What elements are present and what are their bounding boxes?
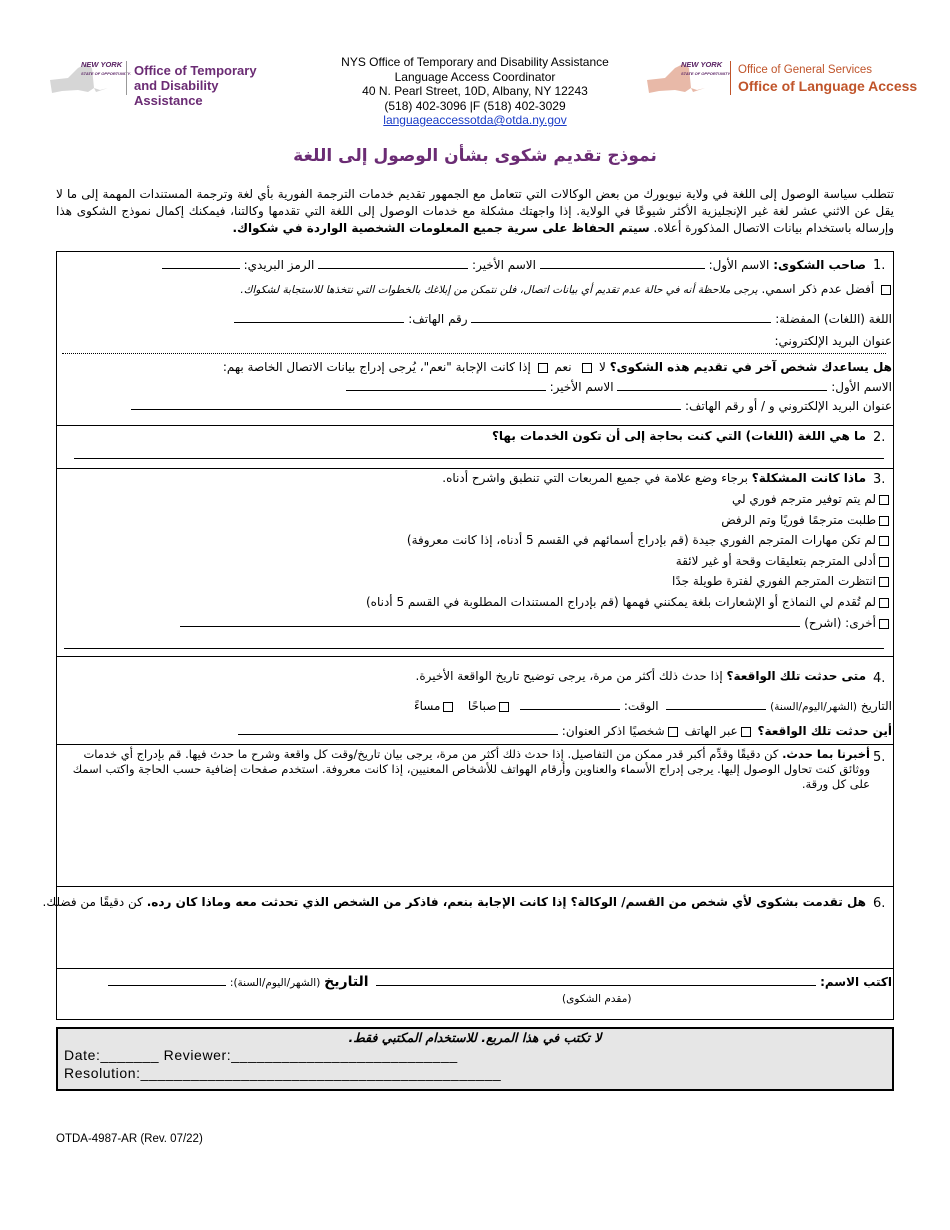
section-1-number: 1. (873, 258, 886, 273)
helper-name-row (346, 379, 892, 394)
s6-heading-row (43, 895, 866, 909)
anonymous-label: أفضل عدم ذكر اسمي. (761, 282, 875, 296)
logo-state: NEW YORK (681, 60, 723, 69)
s3-option-other[interactable] (180, 615, 892, 630)
s3-checkbox[interactable] (879, 516, 889, 526)
s3-option-label: أخرى: (اشرح) (804, 616, 876, 630)
s4-where-row (238, 723, 892, 738)
s4-where-question: أين حدثت تلك الواقعة؟ (757, 724, 892, 738)
s3-option-label: انتظرت المترجم الفوري لفترة طويلة جدًا (672, 574, 876, 588)
helper-last-name-field[interactable] (346, 379, 546, 391)
helper-note: إذا كانت الإجابة "نعم"، يُرجى إدراج بيانات الاتصال الخاصة بهم: (222, 360, 531, 374)
section-divider (56, 425, 894, 426)
logo-line2: and Disability Assistance (134, 78, 219, 108)
helper-contact-label: عنوان البريد الإلكتروني و / أو رقم الهاتف: (684, 399, 892, 413)
s4-in-person-checkbox[interactable] (668, 727, 678, 737)
first-name-label: الاسم الأول: (708, 258, 770, 272)
section-4-number: 4. (873, 671, 886, 686)
s4-am-checkbox[interactable] (499, 702, 509, 712)
intro-confidentiality: سيتم الحفاظ على سرية جميع المعلومات الشخصية الواردة في شكواك. (232, 221, 650, 235)
helper-contact-field[interactable] (131, 398, 681, 410)
last-name-field[interactable] (318, 257, 468, 269)
office-date-reviewer-line: Date:_______ Reviewer:___________________________ (64, 1047, 458, 1063)
s4-address-field[interactable] (238, 723, 558, 735)
s4-am-label: صباحًا (467, 699, 497, 713)
s4-phone-label: عبر الهاتف (684, 724, 738, 738)
section-divider (56, 886, 894, 887)
email-link[interactable]: languageaccessotda@otda.ny.gov (383, 113, 567, 127)
complainant-row (162, 257, 866, 272)
office-notice: لا تكتب في هذا المربع. للاستخدام المكتبي فقط. (348, 1030, 602, 1045)
complainant-heading: صاحب الشكوى: (773, 258, 866, 272)
intro-paragraph (56, 186, 894, 237)
s3-option-label: لم تكن مهارات المترجم الفوري جيدة (قم بإدراج أسمائهم في القسم 5 أدناه، إذا كانت معروفة) (406, 533, 876, 547)
office-use-box (56, 1027, 894, 1091)
logo-state-sub: STATE OF OPPORTUNITY. (81, 71, 131, 76)
s3-option-5[interactable] (672, 574, 892, 588)
signature-date-format: (الشهر/اليوم/السنة): (229, 977, 321, 989)
form-number: OTDA-4987-AR (Rev. 07/22) (56, 1133, 203, 1145)
anonymous-note: يرجى ملاحظة أنه في حالة عدم تقديم أي بيانات اتصال، فلن نتمكن من إبلاغك بالخطوات التي نتخذها للاستجابة لشكواك. (240, 284, 758, 296)
s2-question-text: ما هي اللغة (اللغات) التي كنت بحاجة إلى أن تكون الخدمات بها؟ (491, 429, 866, 443)
org-name: NYS Office of Temporary and Disability Assistance (341, 55, 609, 69)
s3-heading: ماذا كانت المشكلة؟ (751, 471, 866, 485)
first-name-field[interactable] (540, 257, 705, 269)
helper-row (223, 360, 892, 374)
s2-question (492, 429, 866, 443)
ogs-logo (645, 58, 920, 100)
preferred-language-label: اللغة (اللغات) المفضلة: (775, 312, 892, 326)
section-divider (56, 968, 894, 969)
ogs-line1: Office of General Services (738, 64, 873, 76)
section-3-number: 3. (873, 472, 886, 487)
section-divider (56, 656, 894, 657)
ogs-line2: Office of Language Access (738, 78, 918, 94)
s4-heading-row (416, 669, 866, 683)
separator-dotted (62, 353, 886, 354)
s3-checkbox[interactable] (879, 536, 889, 546)
logo-state-sub: STATE OF OPPORTUNITY. (681, 71, 731, 76)
s4-date-row (414, 698, 892, 713)
helper-question: هل يساعدك شخص آخر في تقديم هذه الشكوى؟ (609, 360, 892, 374)
s3-option-label: أدلى المترجم بتعليقات وقحة أو غير لائقة (675, 554, 876, 568)
s4-address-label: اذكر العنوان: (561, 724, 626, 738)
preferred-language-field[interactable] (471, 311, 771, 323)
phone-fax: (518) 402-3096 |F (518) 402-3029 (384, 98, 566, 113)
email-label: عنوان البريد الإلكتروني: (774, 334, 892, 348)
contact-block (300, 55, 650, 128)
section-divider (56, 468, 894, 469)
logo-line1: Office of Temporary (134, 63, 257, 78)
s2-answer-line[interactable] (74, 458, 884, 459)
helper-last-name-label: الاسم الأخير: (549, 380, 614, 394)
phone-label: رقم الهاتف: (408, 312, 468, 326)
s3-checkbox[interactable] (879, 619, 889, 629)
s4-date-label: التاريخ (860, 699, 892, 713)
signature-row (108, 974, 892, 990)
office-resolution-line: Resolution:___________________________________________ (64, 1065, 502, 1081)
s3-option-label: لم يتم توفير مترجم فوري لي (731, 492, 876, 506)
s4-date-field[interactable] (666, 698, 766, 710)
s3-option-2[interactable] (721, 513, 892, 527)
s3-option-3[interactable] (407, 533, 892, 547)
s3-checkbox[interactable] (879, 495, 889, 505)
s3-checkbox[interactable] (879, 557, 889, 567)
anonymous-checkbox[interactable] (881, 285, 891, 295)
s4-phone-checkbox[interactable] (741, 727, 751, 737)
s3-answer-line[interactable] (64, 648, 884, 649)
coordinator-role: Language Access Coordinator (394, 69, 556, 84)
s3-other-field[interactable] (180, 615, 800, 627)
helper-first-name-label: الاسم الأول: (831, 380, 892, 394)
s3-option-1[interactable] (732, 492, 892, 506)
signature-name-label: اكتب الاسم: (820, 975, 892, 989)
section-6-number: 6. (873, 896, 886, 911)
form-title: نموذج تقديم شكوى بشأن الوصول إلى اللغة (293, 146, 657, 166)
helper-yes-checkbox[interactable] (538, 363, 548, 373)
s4-in-person-label: شخصيًا (629, 724, 665, 738)
helper-yes-label: نعم (554, 360, 572, 374)
anonymous-row (240, 282, 894, 296)
zip-field[interactable] (162, 257, 240, 269)
s4-time-field[interactable] (520, 698, 620, 710)
signature-name-field[interactable] (376, 974, 816, 986)
helper-first-name-field[interactable] (617, 379, 827, 391)
s5-text-block (60, 747, 870, 792)
s6-note: كن دقيقًا من فضلك. (42, 895, 143, 909)
s3-option-label: طلبت مترجمًا فوريًا وتم الرفض (721, 513, 876, 527)
otda-logo (48, 58, 288, 108)
helper-contact-row (131, 398, 892, 413)
s3-option-label: لم تُقدم لي النماذج أو الإشعارات بلغة يمكنني فهمها (قم بإدراج المستندات المطلوبة في القسم 5 أدناه) (366, 595, 876, 609)
s4-heading: متى حدثت تلك الواقعة؟ (726, 669, 866, 683)
last-name-label: الاسم الأخير: (472, 258, 536, 272)
s4-time-label: الوقت: (623, 699, 659, 713)
section-divider (56, 744, 894, 745)
address: 40 N. Pearl Street, 10D, Albany, NY 12243 (362, 84, 588, 98)
signature-date-field[interactable] (108, 974, 226, 986)
section-2-number: 2. (873, 430, 886, 445)
s4-date-format: (الشهر/اليوم/السنة) (770, 701, 858, 713)
s3-checkbox[interactable] (879, 577, 889, 587)
signature-date-label: التاريخ (324, 974, 369, 990)
complainant-caption: (مقدم الشكوى) (562, 993, 632, 1005)
s3-option-4[interactable] (676, 554, 892, 568)
phone-field[interactable] (234, 311, 404, 323)
s3-instruction: برجاء وضع علامة في جميع المربعات التي تنطبق واشرح أدناه. (442, 471, 748, 485)
s3-checkbox[interactable] (879, 598, 889, 608)
zip-label: الرمز البريدي: (243, 258, 315, 272)
helper-no-label: لا (599, 360, 606, 374)
s4-note: إذا حدث ذلك أكثر من مرة، يرجى توضيح تاريخ الواقعة الأخيرة. (415, 669, 723, 683)
s3-heading-row (442, 471, 866, 485)
s5-instructions: كن دقيقًا وقدِّم أكبر قدر ممكن من التفاصيل. إذا حدث ذلك أكثر من مرة، يرجى بيان تاريخ/وقت كل واقعة وشرح ما حدث فيها. قم بإدراج أي خدمات ووثائق كنت تحاول الوصول إليها. يرجى إدراج الأسماء والعناوين وأرقام الهواتف للأشخاص المعنيين، إذا كانت معروفة. استخدم صفحات إضافية حسب الحاجة واكتب اسمك على كل ورقة. (72, 747, 870, 791)
language-phone-row (234, 311, 892, 326)
logo-state: NEW YORK (81, 60, 123, 69)
s4-pm-checkbox[interactable] (443, 702, 453, 712)
s3-option-6[interactable] (366, 595, 892, 609)
intro-text: تتطلب سياسة الوصول إلى اللغة في ولاية نيويورك من بعض الوكالات التي تتعامل مع الجمهور تقديم خدمات الترجمة الفورية بأي لغة وترجمة المستندات المهمة إلى ما لا يقل عن الاثني عشر لغة غير الإنجليزية الأكثر شيوعًا في الولاية. إذا واجهتك مشكلة مع خدمات الوصول إلى اللغة التي تقدمها وكالتنا، فيمكنك إكمال نموذج الشكوى هذا وإرساله باستخدام بيانات الاتصال المذكورة أعلاه. (56, 187, 894, 235)
s6-heading: هل تقدمت بشكوى لأي شخص من القسم/ الوكالة؟ إذا كانت الإجابة بنعم، فاذكر من الشخص الذي تحدثت معه وماذا كان رده. (146, 895, 866, 909)
helper-no-checkbox[interactable] (582, 363, 592, 373)
section-5-number: 5. (873, 750, 886, 765)
s4-pm-label: مساءً (413, 699, 441, 713)
s5-heading: أخبرنا بما حدث. (782, 747, 870, 761)
